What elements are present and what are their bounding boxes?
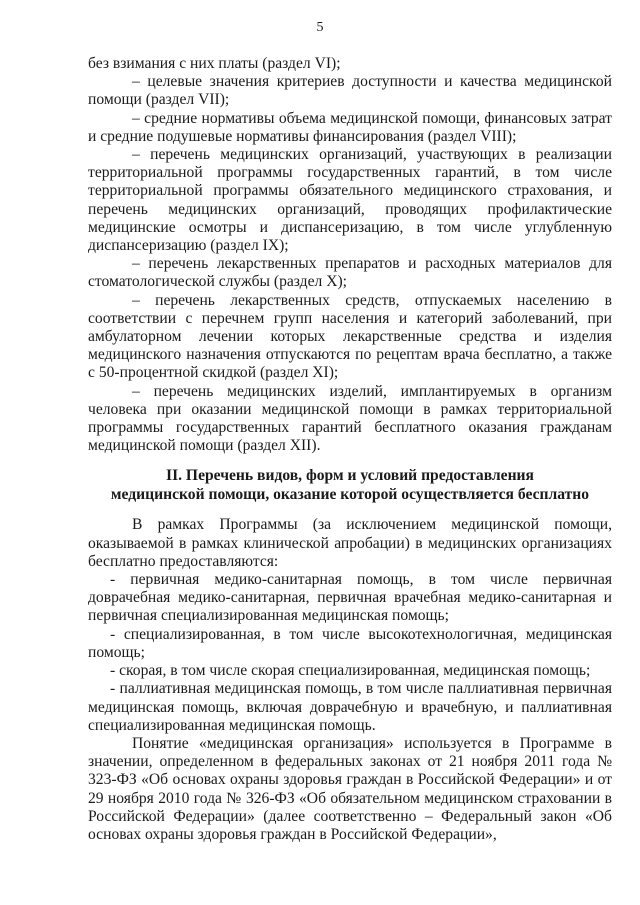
list-item-specialized-care: - специализированная, в том числе высокотехнологичная, медицинская помощь; [88,625,612,661]
list-item-palliative-care: - паллиативная медицинская помощь, в том числе паллиативная первичная медицинская помощь, включая доврачебную и врачебную, и паллиативная специализированная медицинская помощь. [88,680,612,734]
list-item-primary-care: - первичная медико-санитарная помощь, в том числе первичная доврачебная медико-санитарная, первичная врачебная медико-санитарная и первичная специализированная медицинская помощь; [88,571,612,625]
section-heading-line-1: II. Перечень видов, форм и условий предоставления [166,467,534,485]
document-body [88,55,612,844]
list-item-emergency-care: - скорая, в том числе скорая специализированная, медицинская помощь; [110,662,591,680]
list-item-section-vii: – целевые значения критериев доступности и качества медицинской помощи (раздел VII); [88,73,612,109]
list-item-section-x: – перечень лекарственных препаратов и расходных материалов для стоматологической службы (раздел X); [88,255,612,291]
section-heading-line-2: медицинской помощи, оказание которой осуществляется бесплатно [110,485,590,503]
section-heading [88,467,612,504]
list-item-section-viii: – средние нормативы объема медицинской помощи, финансовых затрат и средние подушевые нормативы финансирования (раздел VIII); [88,109,612,145]
definition-paragraph: Понятие «медицинская организация» используется в Программе в значении, определенном в федеральных законах от 21 ноября 2011 года № 323-ФЗ «Об основах охраны здоровья граждан в Российской Федерации» и от 29 ноября 2010 года № 326-ФЗ «Об обязательном медицинском страховании в Российской Федерации» (далее соответственно – Федеральный закон «Об основах охраны здоровья граждан в Российской Федерации», [88,734,612,843]
list-item-section-xi: – перечень лекарственных средств, отпускаемых населению в соответствии с перечнем групп населения и категорий заболеваний, при амбулаторном лечении которых лекарственные средства и изделия медицинского назначения отпускаются по рецептам врача бесплатно, а также с 50-процентной скидкой (раздел XI); [88,291,612,382]
page-number: 5 [316,20,324,35]
list-item-section-xii: – перечень медицинских изделий, имплантируемых в организм человека при оказании медицинской помощи в рамках территориальной программы государственных гарантий бесплатного оказания гражданам медицинской помощи (раздел XII). [88,382,612,455]
list-item-section-ix: – перечень медицинских организаций, участвующих в реализации территориальной программы государственных гарантий, в том числе территориальной программы обязательного медицинского страхования, и перечень медицинских организаций, проводящих профилактические медицинские осмотры и диспансеризацию, в том числе углубленную диспансеризацию (раздел IX); [88,146,612,255]
intro-paragraph: В рамках Программы (за исключением медицинской помощи, оказываемой в рамках клинической апробации) в медицинских организациях бесплатно предоставляются: [88,516,612,570]
paragraph-continuation: без взимания с них платы (раздел VI); [88,55,341,72]
